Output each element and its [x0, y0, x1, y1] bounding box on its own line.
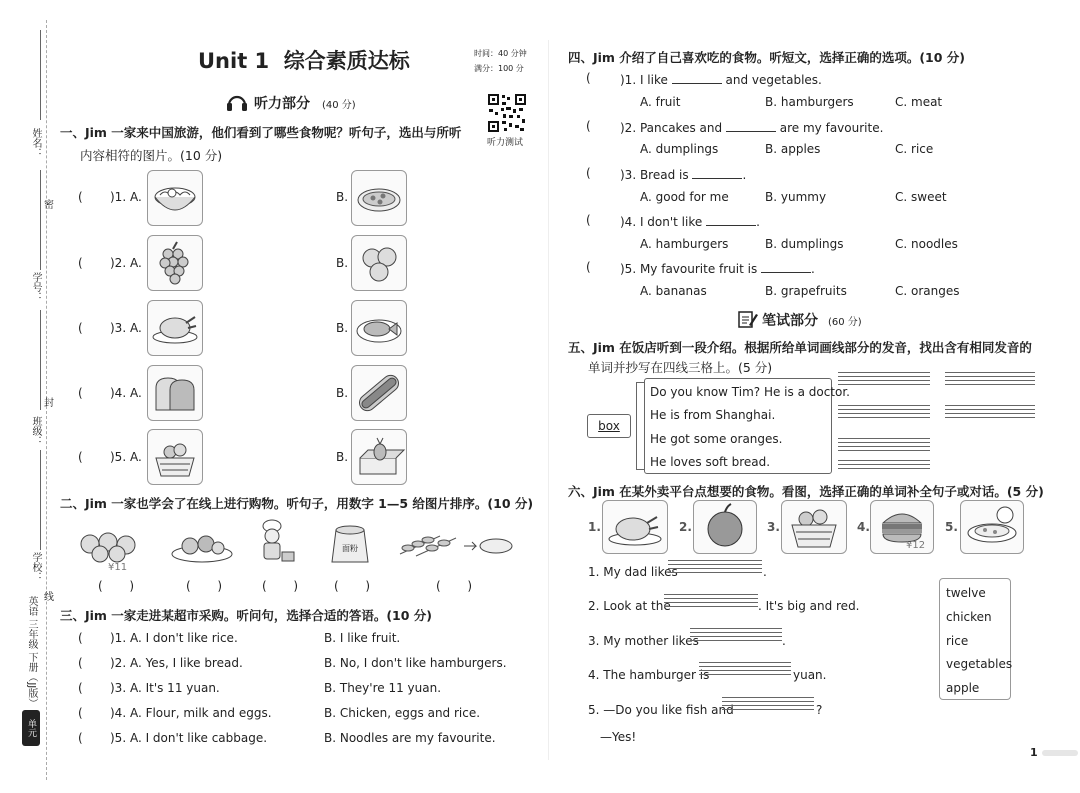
q1-row-1-b: B.: [336, 190, 349, 204]
q6-sentence-3-pre: 3. My mother likes: [588, 634, 699, 648]
q6-sentence-1: [588, 565, 678, 579]
time-info: 时间：40 分钟: [474, 49, 527, 58]
q2-blank-1[interactable]: ( ): [98, 579, 135, 593]
q2-blank-4[interactable]: ( ): [334, 579, 371, 593]
q6-num-5: 5.: [945, 520, 958, 534]
wheat-to-bread-picture[interactable]: [396, 530, 516, 560]
q6-chicken-picture[interactable]: [602, 500, 668, 554]
answer-paren: (: [586, 119, 591, 133]
q4-row-4-c: C. noodles: [895, 237, 958, 251]
q5-word-box: [587, 414, 631, 438]
q4-row-1-post: and vegetables.: [725, 73, 822, 87]
page-title: Unit 1 综合素质达标: [198, 49, 410, 73]
word-bank-item: apple: [946, 681, 980, 695]
q2-blank-2[interactable]: ( ): [186, 579, 223, 593]
q5-word: box: [598, 419, 620, 433]
q3-title: 三、Jim 一家走进某超市采购。听问句，选择合适的答语。(10 分): [60, 608, 432, 623]
q4-row-2-post: are my favourite.: [779, 121, 884, 135]
q4-row-1-c: C. meat: [895, 95, 943, 109]
q2-title: 二、Jim 一家也学会了在线上进行购物。听句子，用数字 1—5 给图片排序。(10 分): [60, 496, 534, 511]
answer-blank[interactable]: [761, 260, 811, 273]
q1-row-5-label: )5. A.: [110, 450, 142, 464]
q5-title: 五、Jim 在饭店听到一段介绍。根据所给单词画线部分的发音，找出含有相同发音的: [568, 340, 1032, 355]
q5-sentence-4: He loves soft bread.: [650, 455, 771, 469]
word-bank-item: twelve: [946, 586, 986, 600]
q6-sentence-3: [588, 634, 699, 648]
q4-row-5-post: .: [811, 262, 815, 276]
q6-title: 六、Jim 在某外卖平台点想要的食物。看图，选择正确的单词补全句子或对话。(5 分): [568, 484, 1044, 499]
chef-picture[interactable]: [252, 518, 296, 566]
answer-four-line-grid[interactable]: [664, 594, 758, 610]
q2-blank-3[interactable]: ( ): [262, 579, 299, 593]
four-line-grid[interactable]: [838, 405, 930, 421]
q4-row-3-c: C. sweet: [895, 190, 947, 204]
q4-row-4-post: .: [756, 215, 760, 229]
answer-blank[interactable]: [726, 119, 776, 132]
page-divider: [548, 40, 549, 760]
q4-row-2-c: C. rice: [895, 142, 934, 156]
name-line: [40, 30, 41, 120]
word-bank: [939, 578, 1011, 700]
word-bank-item: chicken: [946, 610, 992, 624]
writing-points: (60 分): [828, 317, 862, 328]
q4-row-2-b: B. apples: [765, 142, 821, 156]
writing-title: 笔试部分: [762, 313, 818, 329]
q4-row-3-post: .: [742, 168, 747, 182]
q1-row-4-b: B.: [336, 386, 349, 400]
answer-blank[interactable]: [692, 166, 742, 179]
side-id-label: 学号：: [30, 272, 41, 302]
pizza-picture[interactable]: [351, 170, 407, 226]
q6-rice-picture[interactable]: [960, 500, 1024, 554]
q2-blank-5[interactable]: ( ): [436, 579, 473, 593]
q3-row-3-a: )3. A. It's 11 yuan.: [110, 681, 220, 695]
listening-title: 听力部分: [254, 96, 310, 112]
hot-dog-picture[interactable]: [351, 365, 407, 421]
q6-sentence-5: [588, 703, 734, 717]
q4-row-5-pre: )5. My favourite fruit is: [620, 262, 758, 276]
q4-title: 四、Jim 介绍了自己喜欢吃的食物。听短文，选择正确的选项。(10 分): [568, 50, 965, 65]
answer-paren: (: [78, 190, 83, 204]
answer-paren: (: [586, 213, 591, 227]
q6-sentence-4: [588, 668, 709, 682]
four-line-grid[interactable]: [838, 460, 930, 472]
grapes-picture[interactable]: [147, 235, 203, 291]
q6-num-1: 1.: [588, 520, 601, 534]
side-class-label: 班级：: [30, 416, 41, 446]
side-mark-xian: 线: [44, 592, 54, 603]
q2-price-tag: ¥11: [108, 562, 128, 573]
oranges-picture[interactable]: [351, 235, 407, 291]
q4-row-3-pre: )3. Bread is: [620, 168, 689, 182]
flour-label: 面粉: [342, 544, 358, 553]
q3-row-3-b: B. They're 11 yuan.: [324, 681, 442, 695]
q4-row-3: [620, 166, 746, 182]
answer-paren: (: [78, 386, 83, 400]
q6-apple-picture[interactable]: [693, 500, 757, 554]
q1-row-3-label: )3. A.: [110, 321, 142, 335]
answer-four-line-grid[interactable]: [722, 697, 814, 713]
q6-sentence-3-post: .: [782, 634, 786, 648]
answer-paren: (: [78, 321, 83, 335]
answer-four-line-grid[interactable]: [699, 662, 791, 678]
four-line-grid[interactable]: [838, 438, 930, 454]
q1-row-5-b: B.: [336, 450, 349, 464]
answer-paren: (: [78, 631, 83, 645]
qr-code[interactable]: [487, 93, 527, 133]
q3-row-4-a: )4. A. Flour, milk and eggs.: [110, 706, 272, 720]
answer-four-line-grid[interactable]: [690, 628, 782, 644]
school-line: [40, 450, 41, 550]
q6-sentence-1-pre: 1. My dad likes: [588, 565, 678, 579]
brand-logo: 单元: [22, 710, 40, 746]
q4-row-2-a: A. dumplings: [640, 142, 719, 156]
qr-label: 听力测试: [487, 138, 524, 148]
q4-row-2: [620, 119, 883, 135]
q1-row-2-label: )2. A.: [110, 256, 142, 270]
q6-num-3: 3.: [767, 520, 780, 534]
q5-sentence-1: Do you know Tim? He is a doctor.: [650, 385, 850, 399]
q6-sentence-4-pre: 4. The hamburger is: [588, 668, 710, 682]
q4-row-5-b: B. grapefruits: [765, 284, 847, 298]
q4-row-4: [620, 213, 760, 229]
page-number: 1: [1030, 746, 1038, 759]
q3-row-2-b: B. No, I don't like hamburgers.: [324, 656, 507, 670]
q5-sentence-2: He is from Shanghai.: [650, 408, 776, 422]
q6-sentence-5-pre: 5. —Do you like fish and: [588, 703, 734, 717]
class-line: [40, 310, 41, 410]
q3-row-5-b: B. Noodles are my favourite.: [324, 731, 496, 745]
four-line-grid[interactable]: [945, 372, 1035, 388]
q5-sentence-box: [644, 378, 850, 474]
q6-price-tag: ¥12: [906, 540, 926, 551]
answer-paren: (: [78, 450, 83, 464]
listening-points: (40 分): [322, 100, 356, 111]
answer-paren: (: [78, 706, 83, 720]
q3-row-1-b: B. I like fruit.: [324, 631, 401, 645]
q4-row-1-b: B. hamburgers: [765, 95, 854, 109]
q1-row-2-b: B.: [336, 256, 349, 270]
q6-num-2: 2.: [679, 520, 692, 534]
apples-picture[interactable]: [78, 524, 142, 564]
side-mark-feng: 封: [44, 398, 54, 409]
vegetables-plate-picture[interactable]: [170, 524, 234, 564]
pencil-paper-icon: [738, 309, 758, 329]
answer-paren: (: [586, 71, 591, 85]
q6-sentence-2-pre: 2. Look at the: [588, 599, 671, 613]
headphones-icon: [226, 93, 248, 111]
answer-blank[interactable]: [706, 213, 756, 226]
q4-row-1-a: A. fruit: [640, 95, 681, 109]
q4-row-2-pre: )2. Pancakes and: [620, 121, 723, 135]
answer-blank[interactable]: [672, 71, 722, 84]
q3-row-4-b: B. Chicken, eggs and rice.: [324, 706, 481, 720]
answer-paren: (: [78, 656, 83, 670]
score-info: 满分：100 分: [474, 64, 524, 73]
q6-sentence-1-post: .: [763, 565, 767, 579]
id-line: [40, 170, 41, 270]
answer-paren: (: [78, 731, 83, 745]
fish-dish-picture[interactable]: [351, 300, 407, 356]
q4-row-3-a: A. good for me: [640, 190, 729, 204]
q1-row-1-label: )1. A.: [110, 190, 142, 204]
q4-row-3-b: B. yummy: [765, 190, 827, 204]
word-bank-item: rice: [946, 634, 969, 648]
side-name-label: 姓名：: [30, 128, 41, 158]
q4-row-5: [620, 260, 815, 276]
q3-row-1-a: )1. A. I don't like rice.: [110, 631, 238, 645]
q1-row-4-label: )4. A.: [110, 386, 142, 400]
q6-num-4: 4.: [857, 520, 870, 534]
four-line-grid[interactable]: [945, 405, 1035, 421]
binding-strip: [0, 0, 52, 793]
q4-row-5-a: A. bananas: [640, 284, 707, 298]
q4-row-4-b: B. dumplings: [765, 237, 844, 251]
q4-row-4-a: A. hamburgers: [640, 237, 729, 251]
four-line-grid[interactable]: [838, 372, 930, 388]
page-number-bar: [1042, 750, 1078, 756]
side-book-label: 英语 三年级 下册（JJ版）: [26, 596, 37, 709]
q6-vegetable-basket-picture[interactable]: [781, 500, 847, 554]
q4-row-1-pre: )1. I like: [620, 73, 668, 87]
q6-sentence-2: [588, 599, 671, 613]
q4-row-5-c: C. oranges: [895, 284, 960, 298]
q3-row-2-a: )2. A. Yes, I like bread.: [110, 656, 243, 670]
noodles-bowl-picture[interactable]: [147, 170, 203, 226]
bread-picture[interactable]: [147, 365, 203, 421]
q5-sentence-3: He got some oranges.: [650, 432, 783, 446]
answer-paren: (: [78, 681, 83, 695]
fruit-basket-picture[interactable]: [147, 429, 203, 485]
box-pineapple-picture[interactable]: [351, 429, 407, 485]
q6-sentence-5-post: ?: [816, 703, 823, 717]
q4-row-4-pre: )4. I don't like: [620, 215, 703, 229]
q6-sentence-4-post: yuan.: [793, 668, 827, 682]
answer-four-line-grid[interactable]: [668, 560, 762, 576]
q1-row-3-b: B.: [336, 321, 349, 335]
q1-title: 一、Jim 一家来中国旅游，他们看到了哪些食物呢？听句子，选出与所听: [60, 125, 462, 140]
answer-paren: (: [586, 260, 591, 274]
roast-chicken-picture[interactable]: [147, 300, 203, 356]
answer-paren: (: [586, 166, 591, 180]
q4-row-1: [620, 71, 822, 87]
q6-sentence-2-post: . It's big and red.: [758, 599, 860, 613]
side-mark-mi: 密: [44, 200, 54, 211]
q6-reply: —Yes!: [600, 730, 637, 744]
word-bank-item: vegetables: [946, 657, 1013, 671]
q3-row-5-a: )5. A. I don't like cabbage.: [110, 731, 268, 745]
q1-title-cont: 内容相符的图片。(10 分): [80, 148, 223, 163]
side-school-label: 学校：: [30, 552, 41, 582]
answer-paren: (: [78, 256, 83, 270]
q5-title-cont: 单词并抄写在四线三格上。(5 分): [588, 360, 773, 375]
